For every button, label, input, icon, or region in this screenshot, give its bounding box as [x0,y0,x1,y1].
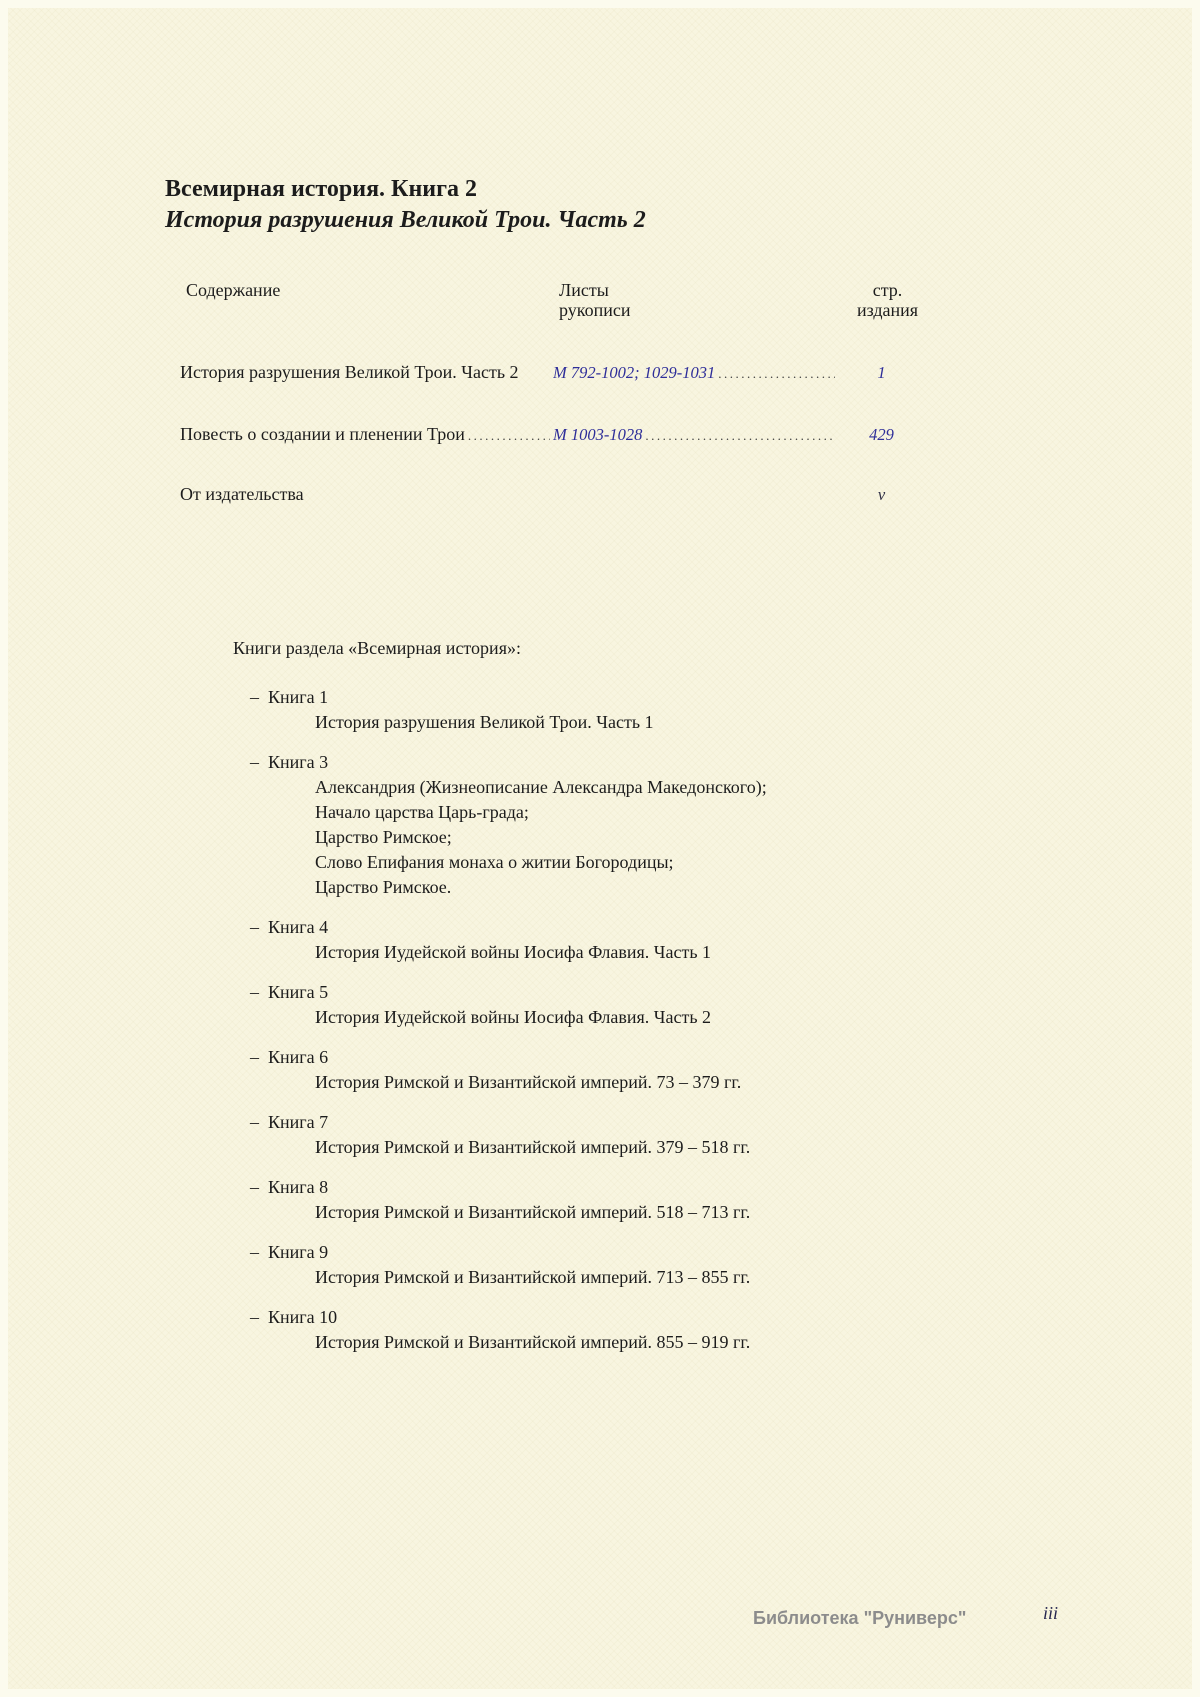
book-label-row [233,980,767,1005]
page-title: Всемирная история. Книга 2 [165,176,478,202]
dash-bullet: – [250,1047,259,1067]
books-section-heading: Книги раздела «Всемирная история»: [233,638,521,658]
toc-header-sheets [559,280,844,320]
book-entry [233,750,767,900]
page-number: v [877,485,886,504]
toc-row-page-cell [838,484,925,505]
book-label: Книга 4 [268,917,329,937]
book-label: Книга 6 [268,1047,329,1067]
book-label-row [233,685,767,710]
folio-page-number: iii [1043,1603,1059,1623]
book-label-row [233,1175,767,1200]
book-line: Начало царства Царь-града; [315,802,529,822]
toc-row-title-cell [180,484,553,505]
book-label-row [233,1305,767,1330]
toc-row-manuscript-cell [553,363,838,383]
book-entry [233,685,767,735]
toc-row-page-cell [838,424,925,445]
book-label: Книга 7 [268,1112,329,1132]
toc-row-title-cell [180,424,553,445]
book-line: История Римской и Византийской империй. 855 – 919 гг. [315,1332,751,1352]
book-label-row [233,1240,767,1265]
book-entry [233,915,767,965]
book-line: Царство Римское. [315,877,452,897]
toc-entry-title: История разрушения Великой Трои. Часть 2 [180,362,519,382]
book-label-row [233,915,767,940]
dot-leader [718,366,835,382]
toc-header-page-line1: стр. [872,280,903,300]
toc-row [180,424,925,445]
dot-leader [645,428,835,444]
dash-bullet: – [250,1177,259,1197]
book-label-row [233,1110,767,1135]
toc-row [180,484,925,505]
book-label: Книга 5 [268,982,329,1002]
book-label: Книга 9 [268,1242,329,1262]
dash-bullet: – [250,687,259,707]
dash-bullet: – [250,1307,259,1327]
book-line: История разрушения Великой Трои. Часть 1 [315,712,654,732]
toc-entry-title: От издательства [180,484,304,504]
book-line: История Римской и Византийской империй. 73 – 379 гг. [315,1072,742,1092]
page-number: 429 [869,425,894,444]
book-label: Книга 10 [268,1307,338,1327]
book-entry [233,980,767,1030]
manuscript-ref: М 792-1002; 1029-1031 [553,363,716,382]
library-watermark: Библиотека "Руниверс" [753,1608,967,1628]
toc-header-row [180,280,925,320]
toc-header-page-line2: издания [856,300,919,320]
toc-header-sheets-line1: Листы [559,280,609,300]
dash-bullet: – [250,982,259,1002]
toc-row-title-cell [180,362,553,383]
toc-row [180,362,925,383]
toc-header-content: Содержание [186,280,281,300]
dash-bullet: – [250,917,259,937]
book-entry [233,1305,767,1355]
title-block [165,174,646,236]
page-number: 1 [877,363,886,382]
book-label-row [233,750,767,775]
book-label: Книга 1 [268,687,329,707]
dash-bullet: – [250,1112,259,1132]
book-line: История Римской и Византийской империй. 713 – 855 гг. [315,1267,751,1287]
book-line: История Иудейской войны Иосифа Флавия. Часть 1 [315,942,712,962]
toc-header-page [844,280,931,320]
toc-row-page-cell [838,362,925,383]
books-section [233,636,767,1370]
book-line: История Иудейской войны Иосифа Флавия. Часть 2 [315,1007,712,1027]
dash-bullet: – [250,752,259,772]
page-subtitle: История разрушения Великой Трои. Часть 2 [165,207,646,233]
book-line: История Римской и Византийской империй. 518 – 713 гг. [315,1202,751,1222]
book-entry [233,1175,767,1225]
dot-leader [468,428,550,444]
book-label: Книга 3 [268,752,329,772]
toc-table [180,280,925,520]
book-line: История Римской и Византийской империй. 379 – 518 гг. [315,1137,751,1157]
book-entry [233,1045,767,1095]
toc-entry-title: Повесть о создании и пленении Трои [180,424,465,444]
book-line: Александрия (Жизнеописание Александра Македонского); [315,777,767,797]
toc-header-sheets-text [559,280,630,320]
book-entry [233,1110,767,1160]
book-entry [233,1240,767,1290]
book-line: Слово Епифания монаха о житии Богородицы; [315,852,674,872]
toc-row-manuscript-cell [553,425,838,445]
book-label-row [233,1045,767,1070]
manuscript-ref: М 1003-1028 [553,425,643,444]
dash-bullet: – [250,1242,259,1262]
book-line: Царство Римское; [315,827,452,847]
book-label: Книга 8 [268,1177,329,1197]
toc-header-sheets-line2: рукописи [559,300,631,320]
